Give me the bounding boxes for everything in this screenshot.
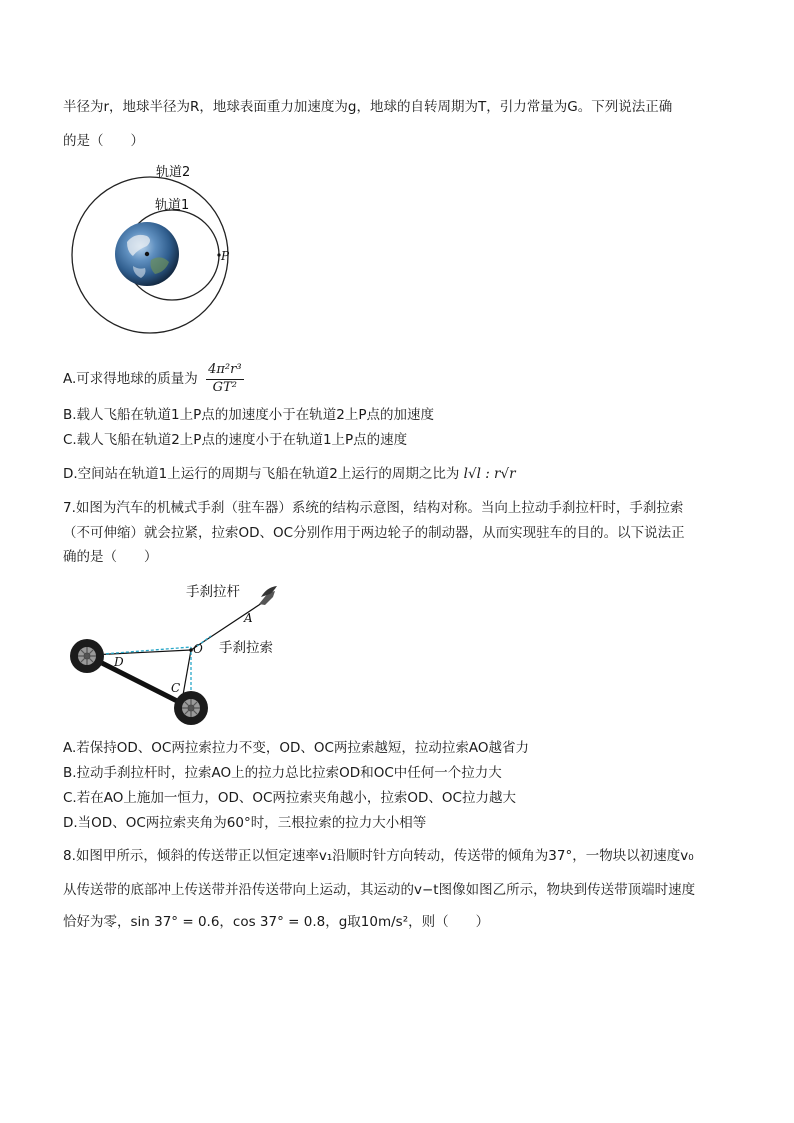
handbrake-figure xyxy=(63,578,303,728)
q7-option-d: D.当OD、OC两拉索夹角为60°时，三根拉索的拉力大小相等 xyxy=(63,815,427,831)
point-d-label: D xyxy=(114,655,124,669)
point-a-label: A xyxy=(244,611,253,625)
q6-stem-line1: 半径为r，地球半径为R，地球表面重力加速度为g，地球的自转周期为T，引力常量为G。下列说法正确 xyxy=(63,99,673,115)
q7-option-a: A.若保持OD、OC两拉索拉力不变，OD、OC两拉索越短，拉动拉索AO越省力 xyxy=(63,740,530,756)
orbit-2-label: 轨道2 xyxy=(156,165,191,180)
q8-stem-line1: 8.如图甲所示，倾斜的传送带正以恒定速率v₁沿顺时针方向转动，传送带的倾角为37°，一物块以初速度v₀ xyxy=(63,848,694,864)
handbrake-lever-icon xyxy=(259,586,277,605)
q6-option-c: C.载人飞船在轨道2上P点的速度小于在轨道1上P点的速度 xyxy=(63,432,408,448)
q7-stem-line1: 7.如图为汽车的机械式手刹（驻车器）系统的结构示意图，结构对称。当向上拉动手刹拉杆时，手刹拉索 xyxy=(63,500,684,516)
earth-icon xyxy=(115,222,179,286)
q7-option-c: C.若在AO上施加一恒力，OD、OC两拉索夹角越小，拉索OD、OC拉力越大 xyxy=(63,790,516,806)
right-wheel-icon xyxy=(174,691,208,725)
point-p-label: P xyxy=(221,249,230,263)
orbit-figure xyxy=(63,160,243,335)
lever-label: 手刹拉杆 xyxy=(186,584,240,600)
point-c-label: C xyxy=(171,681,181,695)
fraction-numerator: 4π²r³ xyxy=(206,362,243,380)
point-o-label: O xyxy=(193,642,203,656)
q7-option-b: B.拉动手刹拉杆时，拉索AO上的拉力总比拉索OD和OC中任何一个拉力大 xyxy=(63,765,502,781)
q6-option-d xyxy=(63,464,516,484)
cable-label: 手刹拉索 xyxy=(219,640,273,656)
period-ratio: l√l : r√r xyxy=(463,466,516,482)
q8-stem-line3: 恰好为零，sin 37° = 0.6，cos 37° = 0.8，g取10m/s²，则（ ） xyxy=(63,914,490,930)
q6-option-b: B.载人飞船在轨道1上P点的加速度小于在轨道2上P点的加速度 xyxy=(63,407,435,423)
left-wheel-icon xyxy=(70,639,104,673)
mass-fraction xyxy=(206,362,243,396)
q6-option-a-text: A.可求得地球的质量为 xyxy=(63,371,198,387)
orbit-1-label: 轨道1 xyxy=(155,198,190,213)
q6-stem-line2: 的是（ ） xyxy=(63,133,144,149)
q8-stem-line2: 从传送带的底部冲上传送带并沿传送带向上运动，其运动的v−t图像如图乙所示，物块到传送带顶端时速度 xyxy=(63,882,696,898)
cable-oc xyxy=(183,650,191,695)
fraction-denominator: GT² xyxy=(212,380,237,395)
q7-stem-line2: （不可伸缩）就会拉紧，拉索OD、OC分别作用于两边轮子的制动器，从而实现驻车的目的。以下说法正 xyxy=(63,525,685,541)
q6-option-a xyxy=(63,362,244,396)
q6-option-d-text: D.空间站在轨道1上运行的周期与飞船在轨道2上运行的周期之比为 xyxy=(63,466,460,482)
q7-stem-line3: 确的是（ ） xyxy=(63,549,158,565)
